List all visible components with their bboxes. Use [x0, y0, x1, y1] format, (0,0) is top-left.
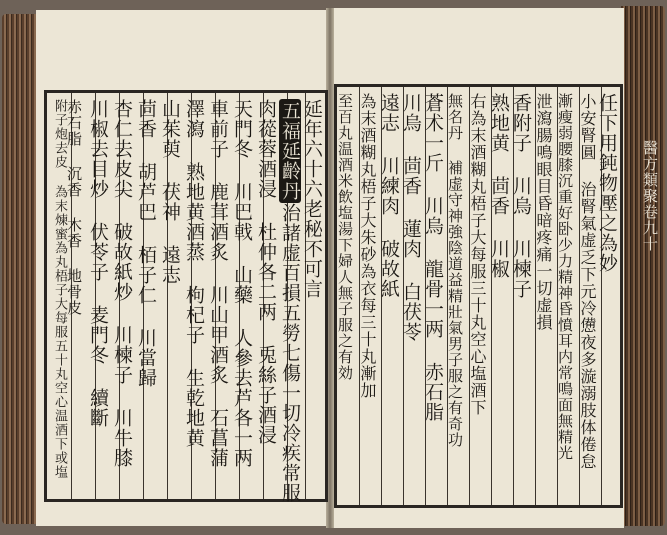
text-column: 無名丹 補虚守神強陰道益精壯氣男子服之有奇功	[446, 93, 464, 448]
text-column: 香附子 川烏 川楝子	[510, 93, 532, 299]
text-column: 澤瀉 熟地黄酒蒸 枸杞子 生乾地黄	[183, 99, 205, 448]
spine-title: 醫方類聚卷九十	[641, 140, 659, 252]
text-column: 附子炮去皮 為末煉蜜為丸梧子大每服五十丸空心温酒下或塩	[52, 99, 67, 479]
text-column: 山茱萸 茯神 遠志	[159, 99, 181, 285]
left-page-edges	[2, 14, 40, 524]
text-column: 任下用鈍物壓之為妙	[596, 93, 618, 273]
text-column: 蒼术一斤 川烏 龍骨一两 赤石脂	[422, 93, 444, 422]
text-column: 茴香 胡芦巴 栢子仁 川當歸	[135, 99, 157, 388]
right-page-edges	[621, 6, 665, 526]
right-page-frame	[334, 84, 623, 508]
text-column: 車前子 鹿茸酒炙 川山甲酒炙 石菖蒲	[207, 99, 229, 468]
text-column: 赤石脂 沉香 木香 地骨皮	[65, 99, 83, 316]
text-column: 泄瀉腸鳴眼目昏暗疼痛一切虚損	[534, 93, 553, 331]
left-page-frame	[44, 90, 328, 502]
text-column: 熟地黄 茴香 川椒	[488, 93, 510, 279]
text-column: 右為末酒糊丸梧子大每服三十丸空心塩酒下	[468, 93, 487, 416]
text-column: 延年六十六老秘不可言	[301, 99, 323, 299]
text-column: 杏仁去皮尖 破故紙炒 川楝子 川牛膝	[111, 99, 133, 468]
text-column: 漸瘦弱腰膝沉重好卧少力精神昏憤耳内常鳴面無精光	[556, 93, 574, 461]
rx-title	[279, 99, 301, 503]
text-column: 天門冬 川巴戟 山藥 人參去芦各一两	[231, 99, 253, 468]
text-column: 至百丸温酒米飲塩湯下婦人無子服之有効	[336, 93, 354, 381]
text-column: 小安腎圓 治腎氣虚乏下元冷憊夜多漩溺肢体倦怠	[578, 93, 597, 470]
text-column: 為末酒糊丸梧子大朱砂為衣每三十丸漸加	[358, 93, 377, 399]
rx-text: 治諸虚百損五勞七傷一切冷疾常服	[279, 203, 301, 503]
text-column: 遠志 川練肉 破故紙	[378, 93, 400, 299]
text-column: 川烏 茴香 蓮肉 白茯苓	[400, 93, 422, 342]
rx-name-label: 五福延齡丹	[279, 101, 301, 201]
text-column: 川椒去目炒 伏苓子 麦門冬 續斷	[87, 99, 109, 428]
text-column: 肉蓯蓉酒浸 杜仲各二两 兎絲子酒浸	[255, 99, 277, 445]
